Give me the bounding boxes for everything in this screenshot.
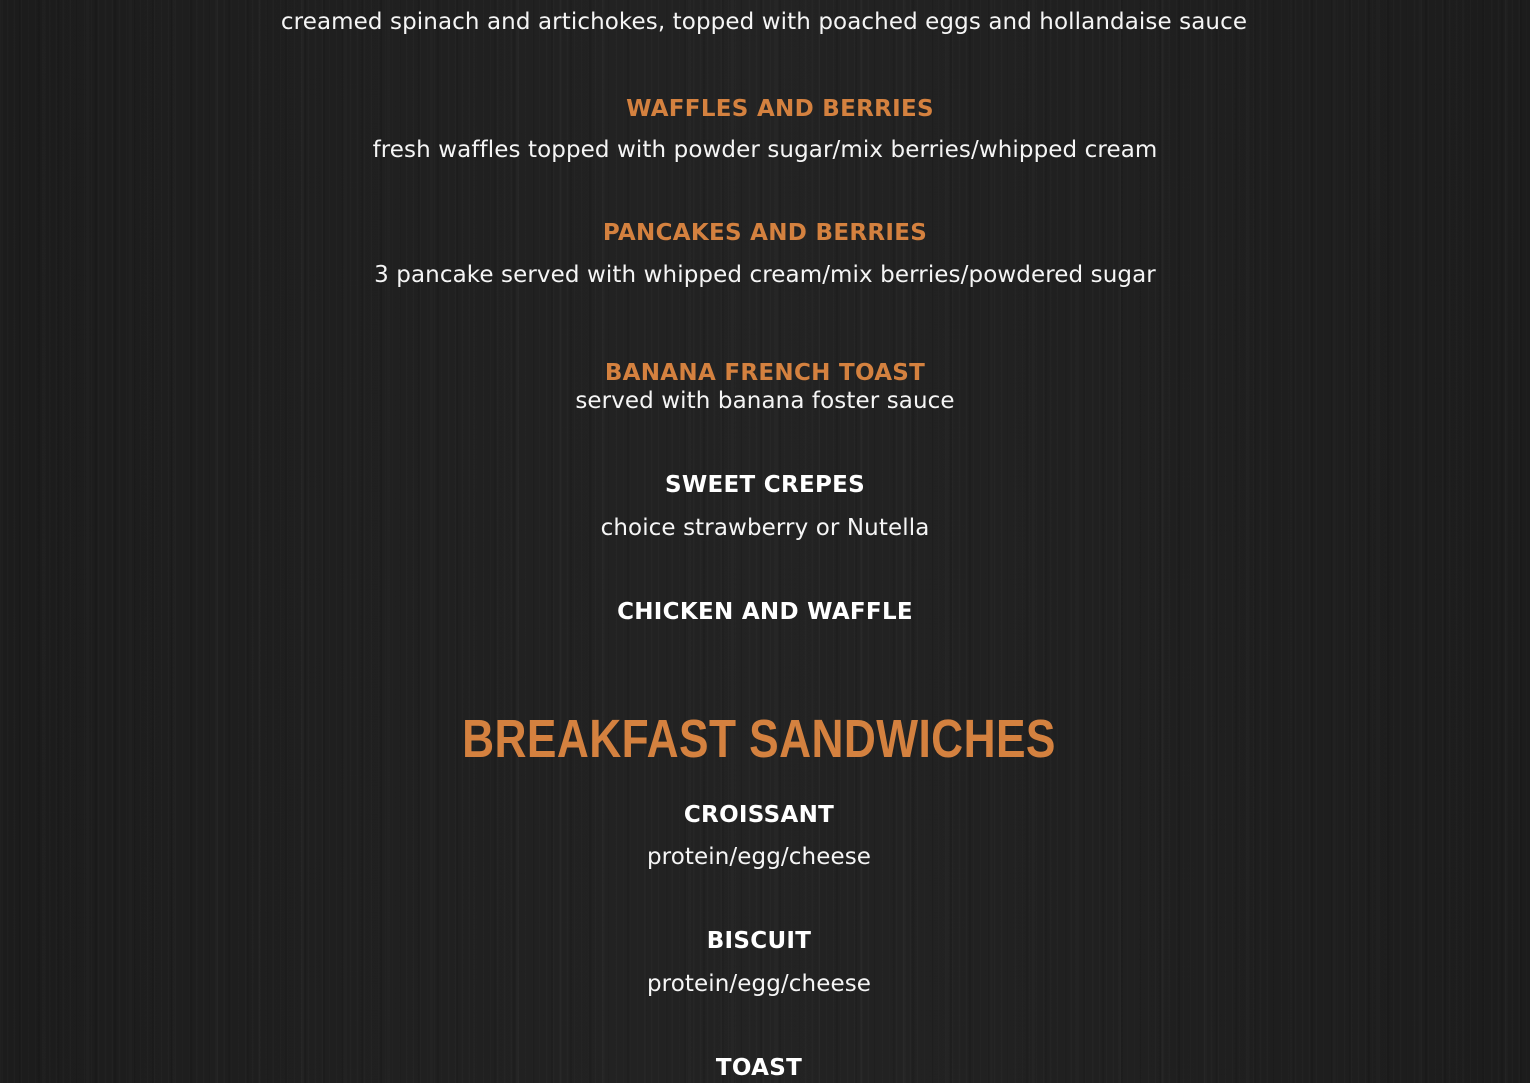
item-description: choice strawberry or Nutella [600,515,930,541]
item-title-croissant: CROISSANT [683,802,835,828]
item-description: fresh waffles topped with powder sugar/mix berries/whipped cream [372,137,1158,163]
item-description: protein/egg/cheese [646,971,872,997]
item-title-banana-french-toast: BANANA FRENCH TOAST [604,360,926,386]
item-title-pancakes-and-berries: PANCAKES AND BERRIES [602,220,928,246]
item-title-biscuit: BISCUIT [706,928,812,954]
item-title-toast: TOAST [715,1055,803,1081]
item-description: protein/egg/cheese [646,844,872,870]
item-title-waffles-and-berries: WAFFLES AND BERRIES [626,96,934,122]
item-title-sweet-crepes: SWEET CREPES [664,472,866,498]
item-description: creamed spinach and artichokes, topped with poached eggs and hollandaise sauce [280,9,1248,35]
item-description: served with banana foster sauce [575,388,955,414]
section-title-breakfast-sandwiches: BREAKFAST SANDWICHES [462,709,1056,769]
item-title-chicken-and-waffle: CHICKEN AND WAFFLE [617,599,913,625]
item-description: 3 pancake served with whipped cream/mix berries/powdered sugar [374,262,1156,288]
